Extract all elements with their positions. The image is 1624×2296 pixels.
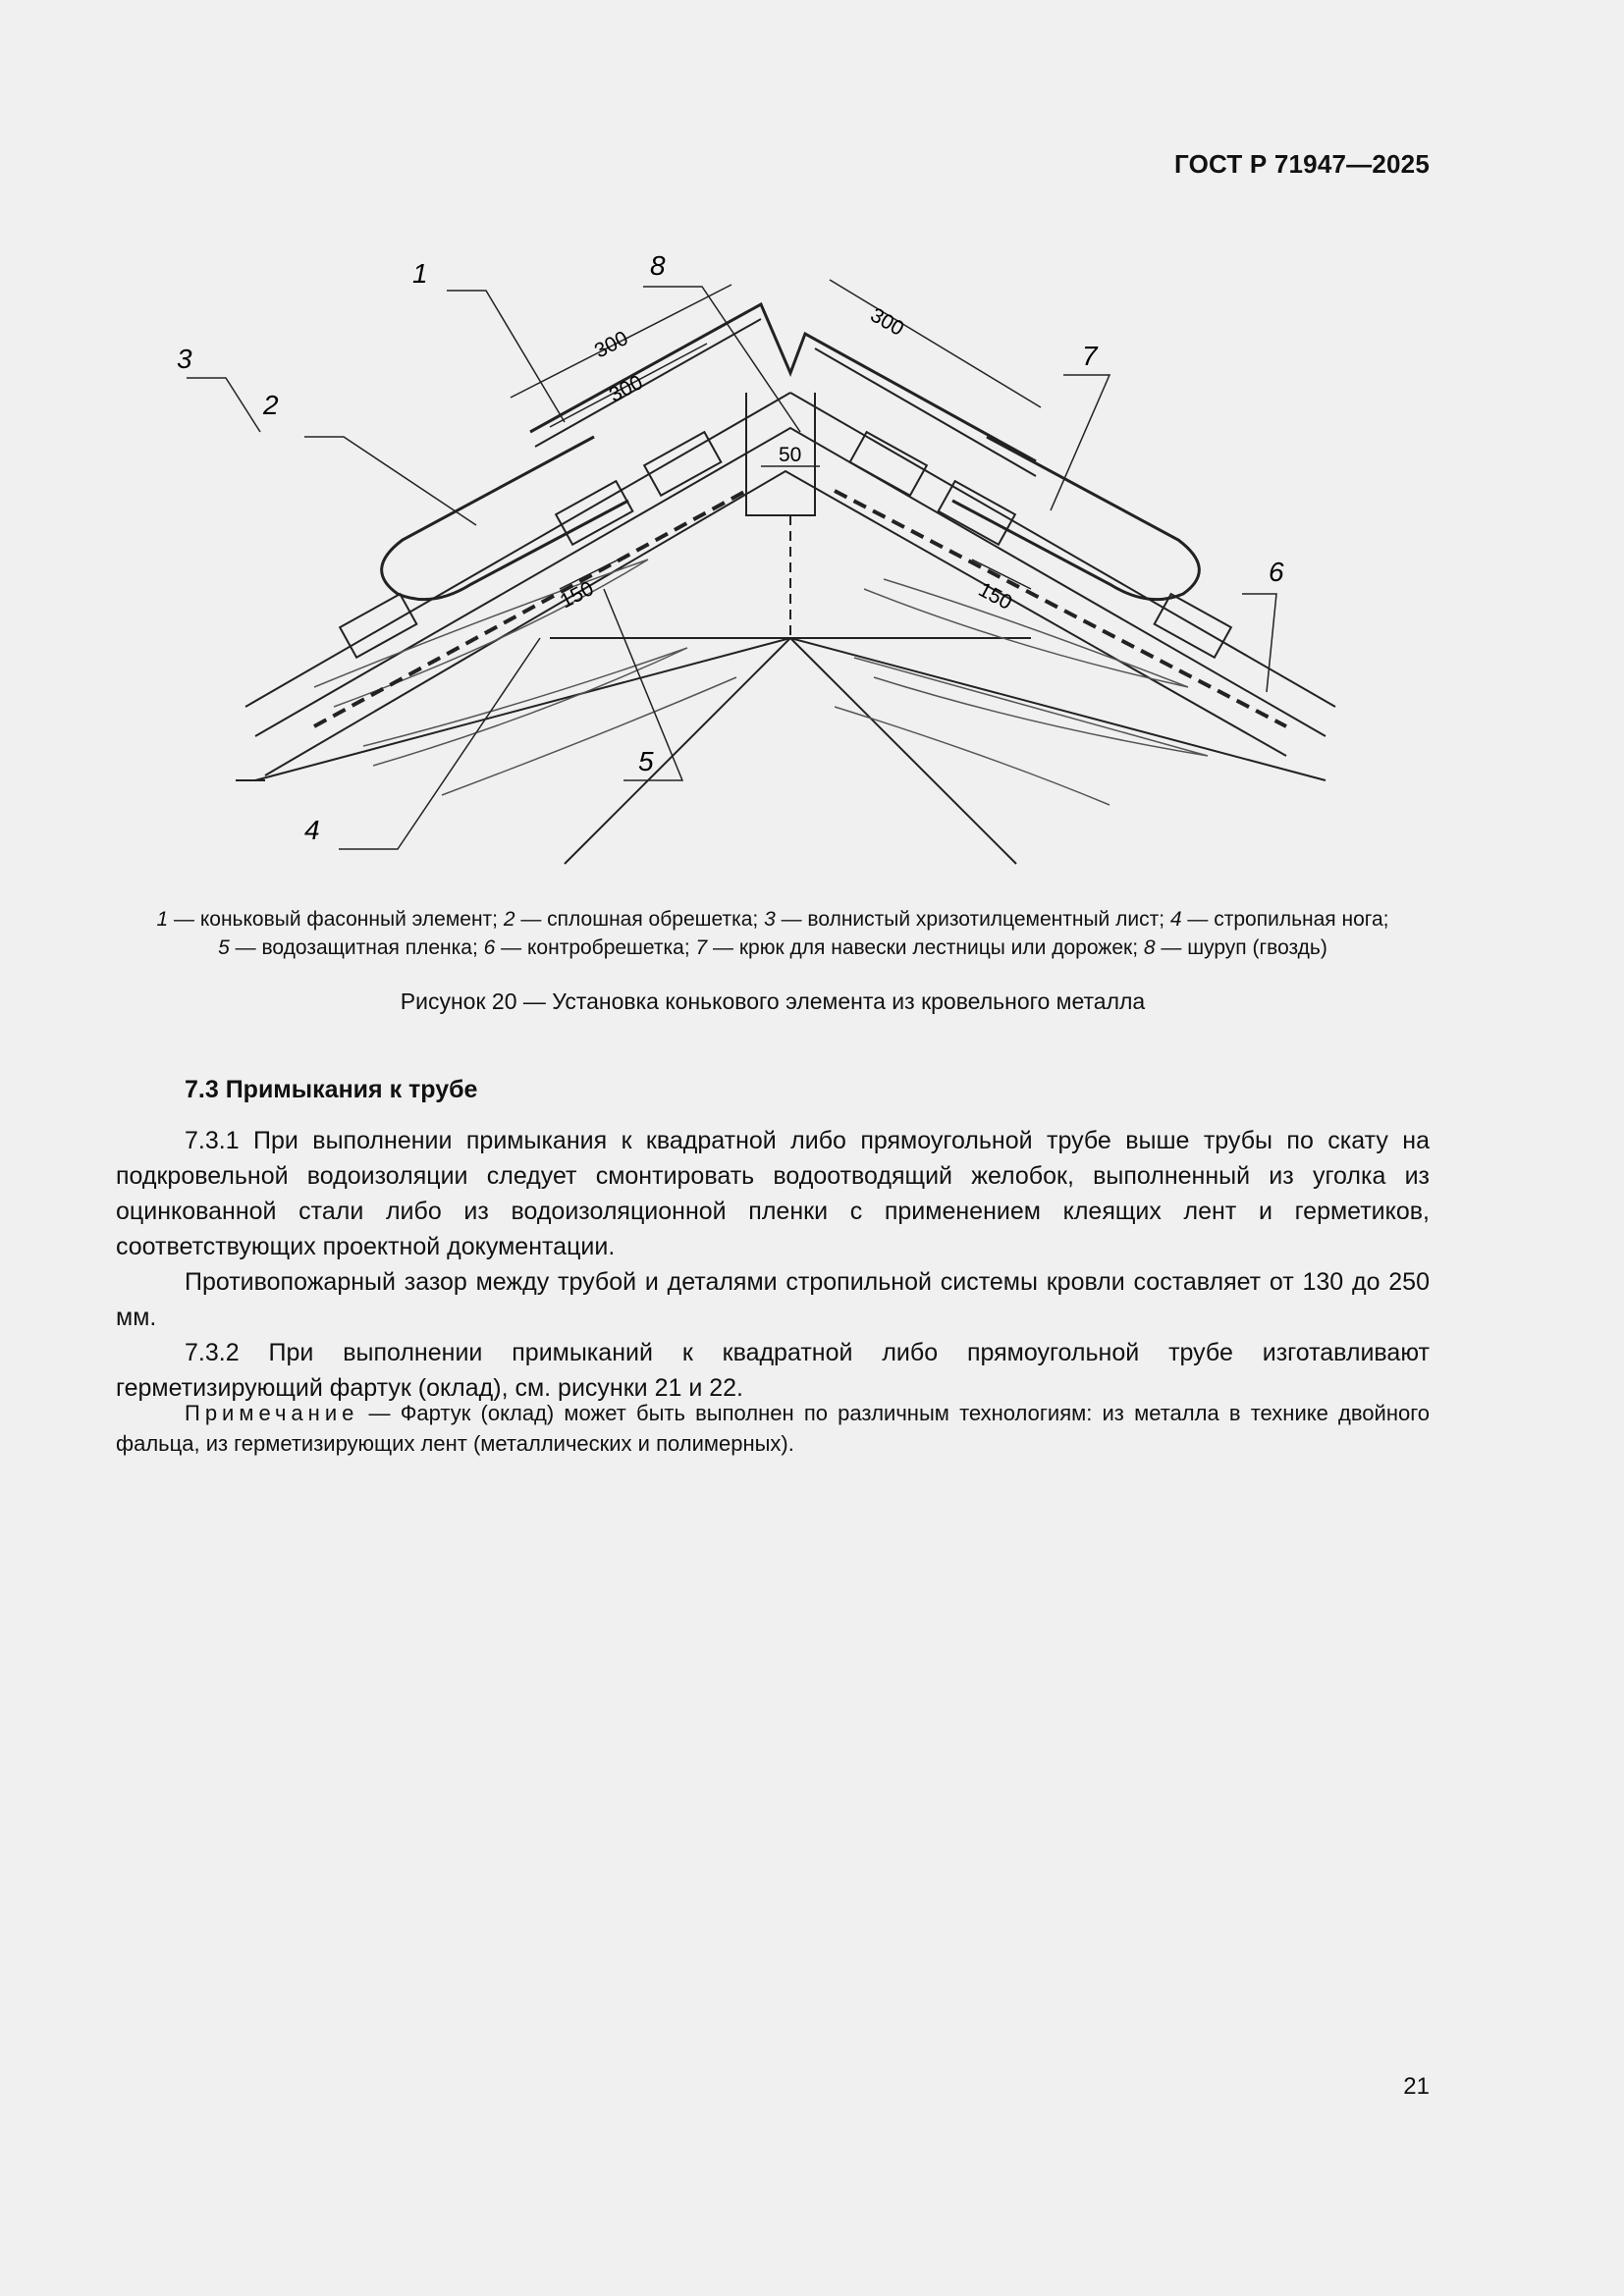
legend-text: — коньковый фасонный элемент; (168, 908, 504, 931)
legend-num: 2 (503, 908, 515, 931)
dim-150-left: 150 (556, 577, 598, 614)
figure-caption: Рисунок 20 — Установка конькового элемента из кровельного металла (400, 988, 1146, 1014)
legend-num: 8 (1143, 936, 1156, 959)
dim-300-inner: 300 (605, 371, 647, 407)
callout-5: 5 (638, 746, 654, 776)
callout-1: 1 (412, 258, 428, 289)
callout-7: 7 (1082, 341, 1098, 371)
legend-num: 7 (695, 936, 708, 959)
legend-text: — стропильная нога; (1181, 908, 1389, 931)
paragraph: Противопожарный зазор между трубой и деталями стропильной системы кровли составляет от 130 до 250 мм. (116, 1268, 1430, 1331)
legend-text: — сплошная обрешетка; (514, 908, 765, 931)
legend-text: — крюк для навески лестницы или дорожек; (707, 936, 1144, 959)
figure-legend (116, 905, 1430, 962)
legend-num: 4 (1169, 908, 1182, 931)
legend-text: — шуруп (гвоздь) (1155, 936, 1327, 959)
callout-6: 6 (1269, 557, 1284, 587)
legend-num: 5 (218, 936, 230, 959)
dim-300-right: 300 (866, 303, 908, 341)
note-text: — Фартук (оклад) может быть выполнен по различным технологиям: из металла в технике двойного фальца, из герметизирующих лент (металлических и полимерных). (116, 1401, 1430, 1456)
paragraph: 7.3.1 При выполнении примыкания к квадратной либо прямоугольной трубе выше трубы по скату на подкровельной водоизоляции следует смонтировать водоотводящий желобок, выполненный из уголка из оцинкованной стали либо из водоизоляционной пленки с применением клеящих лент и герметиков, соответствующих проектной документации. (116, 1127, 1430, 1260)
paragraph: 7.3.2 При выполнении примыканий к квадратной либо прямоугольной трубе изготавливают герметизирующий фартук (оклад), см. рисунки 21 и 22. (116, 1339, 1430, 1402)
legend-num: 6 (483, 936, 496, 959)
note (116, 1398, 1430, 1459)
legend-text: — волнистый хризотилцементный лист; (775, 908, 1170, 931)
callout-2: 2 (263, 390, 279, 420)
dim-50: 50 (779, 444, 802, 466)
ridge-drawing (177, 245, 1355, 874)
legend-num: 3 (764, 908, 776, 931)
dim-150-right: 150 (974, 578, 1016, 614)
legend-text: — контробрешетка; (495, 936, 696, 959)
section-body (116, 1123, 1430, 1406)
document-id: ГОСТ Р 71947—2025 (1174, 149, 1430, 179)
dim-300-outer: 300 (590, 327, 632, 363)
callout-8: 8 (650, 250, 666, 281)
note-label: Примечание (185, 1401, 359, 1425)
page-number: 21 (1403, 2073, 1430, 2100)
section-heading: 7.3 Примыкания к трубе (185, 1076, 478, 1103)
callout-3: 3 (177, 344, 192, 374)
legend-text: — водозащитная пленка; (229, 936, 484, 959)
legend-line-1 (116, 905, 1430, 934)
legend-num: 1 (156, 908, 169, 931)
legend-line-2 (116, 934, 1430, 962)
callout-4: 4 (304, 815, 320, 845)
